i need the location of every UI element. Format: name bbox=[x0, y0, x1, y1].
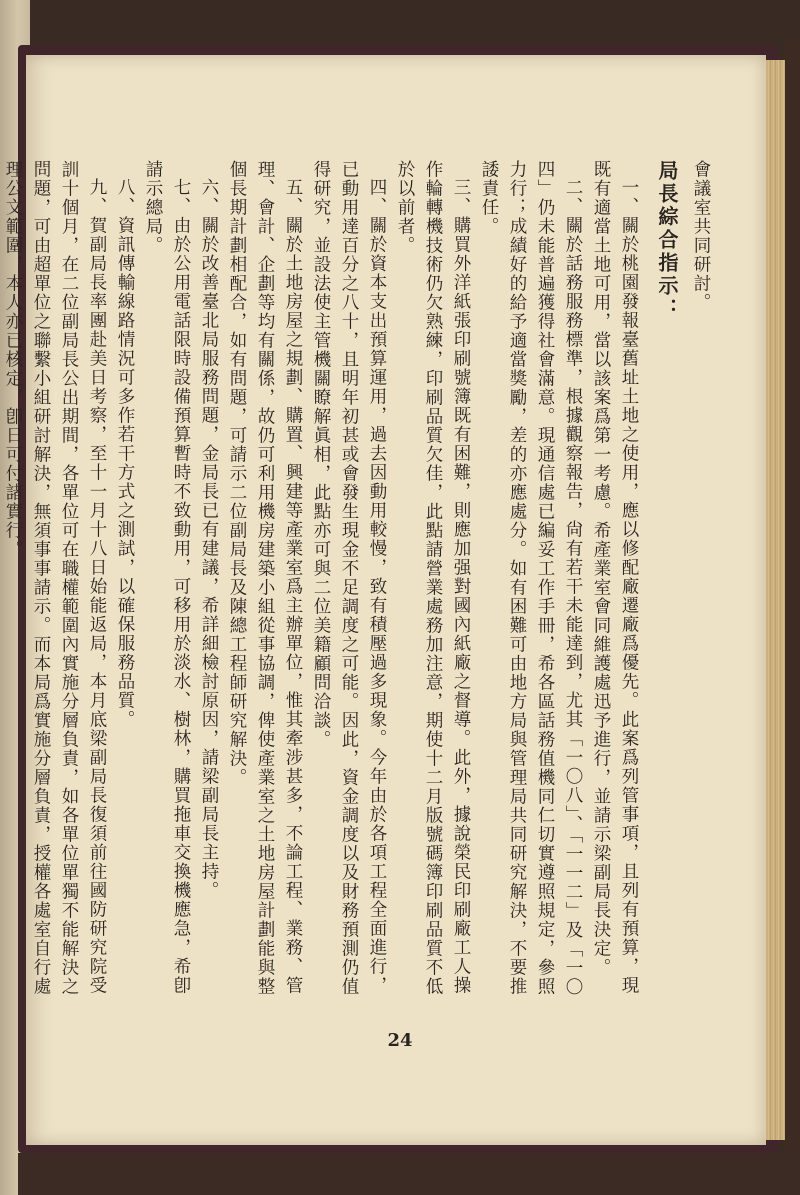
paragraph-9: 九、賀副局長率團赴美日考察，至十一月十八日始能返局，本月底梁副局長復須前往國防研究院受訓十個月，在二位副局長公出期間，各單位可在職權範圍內實施分層負責，如各單位單獨不能解決之問題，可由超單位之聯繫小組研討解決，無須事事請示。而本局爲實施分層負責，授權各處室自行處理公文範圍，本人亦已核定，卽日可付諸實行。 bbox=[3, 160, 107, 996]
paragraph-2: 二、關於話務服務標準，根據觀察報告，尙有若干未能達到，尤其「一〇八」、「一一二」及「一〇四」仍未能普遍獲得社會滿意。現通信處已編妥工作手冊，希各區話務值機同仁切實遵照規定，參照力行；成績好的給予適當獎勵，差的亦應處分。如有困難可由地方局與管理局共同研究解決，不要推諉責任。 bbox=[479, 160, 583, 996]
paragraph-5: 五、關於土地房屋之規劃、購置、興建等產業室爲主辦單位，惟其牽涉甚多，不論工程、業務、管理、會計、企劃等均有關係，故仍可利用機房建築小組從事協調，俾使產業室之土地房屋計劃能與整個長期計劃相配合，如有問題，可請示二位副局長及陳總工程師研究解決。 bbox=[227, 160, 303, 996]
vertical-text-block bbox=[0, 160, 715, 1010]
page-number: 24 bbox=[387, 1030, 413, 1051]
section-heading: 局長綜合指示： bbox=[655, 160, 679, 321]
paragraph-3: 三、購買外洋紙張印刷號簿既有困難，則應加强對國內紙廠之督導。此外，據說榮民印刷廠工人操作輪轉機技術仍欠熟練，印刷品質欠佳，此點請營業處務加注意，期使十二月版號碼簿印刷品質不低於以前者。 bbox=[395, 160, 471, 996]
cover-bottom bbox=[18, 1153, 800, 1195]
paragraph-6: 六、關於改善臺北局服務問題，金局長已有建議，希詳細檢討原因，請梁副局長主持。 bbox=[199, 177, 219, 900]
paragraph-1: 一、關於桃園發報臺舊址土地之使用，應以修配廠遷廠爲優先。此案爲列管事項，且列有預算，現既有適當土地可用，當以該案爲第一考慮。希產業室會同維護處迅予進行，並請示梁副局長決定。 bbox=[591, 160, 639, 995]
paragraph-4: 四、關於資本支出預算運用，過去因動用較慢，致有積壓過多現象。今年由於各項工程全面進行，已動用達百分之八十，且明年初甚或會發生現金不足調度之可能。因此，資金調度以及財務預測仍值得研究，並設法使主管機關瞭解眞相，此點亦可與二位美籍顧問洽談。 bbox=[311, 160, 387, 996]
paragraph-8: 八、資訊傳輸線路情況可多作若干方式之測試，以確保服務品質。 bbox=[115, 177, 135, 729]
paragraph-7: 七、由於公用電話限時設備預算暫時不致動用，可移用於淡水、樹林，購買拖車交換機應急，希卽請示總局。 bbox=[143, 160, 191, 995]
opening-line: 會議室共同研討。 bbox=[691, 160, 711, 312]
cover-edge bbox=[785, 40, 800, 1160]
